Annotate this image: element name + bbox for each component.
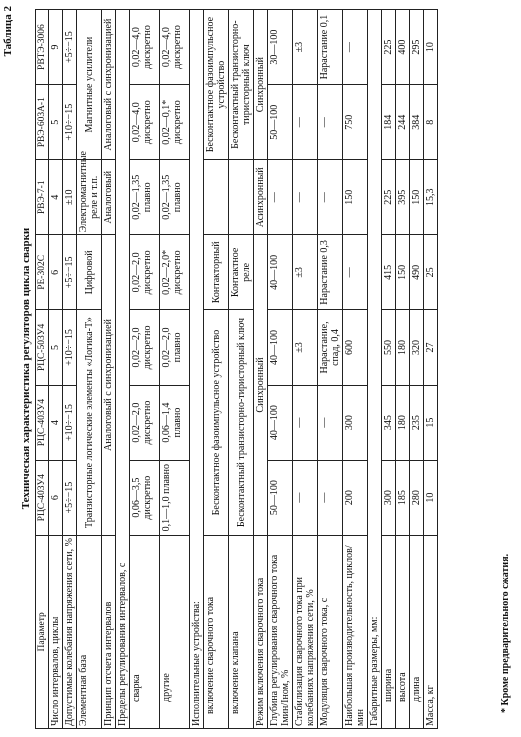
- table-row: [130, 10, 160, 729]
- cell: 0,02—2,0 плавно: [160, 310, 190, 385]
- cell: +5÷−15: [63, 460, 77, 535]
- header-param: Параметр: [36, 535, 49, 728]
- cell: 0,02—0,1* дискретно: [160, 85, 190, 160]
- cell: 10: [424, 460, 438, 535]
- table-row: [396, 10, 410, 729]
- cell: 600: [343, 310, 368, 385]
- cell: 15,3: [424, 160, 438, 235]
- cell: 415: [382, 235, 396, 310]
- cell: [204, 160, 229, 235]
- row-label: Масса, кг: [424, 535, 438, 728]
- cell: 225: [382, 160, 396, 235]
- cell: 225: [382, 10, 396, 85]
- table-title: Техническая характеристика регуляторов цикла сварки: [20, 227, 32, 510]
- row-label: включение сварочного тока: [204, 535, 229, 728]
- cell: 200: [343, 460, 368, 535]
- cell: Электромагнитные реле и т.п.: [77, 160, 102, 235]
- cell: 4: [49, 160, 63, 235]
- cell: —: [318, 85, 343, 160]
- table-row: [293, 10, 318, 729]
- cell: 25: [424, 235, 438, 310]
- cell: 0,02—4,0 дискретно: [160, 10, 190, 85]
- row-label: Глубина регулирования сварочного тока Iмин/Iном, %: [268, 535, 293, 728]
- row-label: Пределы регулирования интервалов, с: [116, 10, 130, 729]
- cell: Аналоговый: [102, 160, 116, 235]
- cell: 180: [396, 310, 410, 385]
- cell: 550: [382, 310, 396, 385]
- table-row: [229, 10, 254, 729]
- row-label: Число интервалов, циклы: [49, 535, 63, 728]
- header-model: РВТЭ-3006: [36, 10, 49, 85]
- cell: Бесконтактный транзисторно-тиристорный ключ: [229, 10, 254, 160]
- cell: 280: [410, 460, 424, 535]
- row-label: Габаритные размеры, мм:: [368, 10, 382, 729]
- row-label: сварка: [130, 535, 160, 728]
- cell: 345: [382, 385, 396, 460]
- cell: 0,02—1,35 плавно: [160, 160, 190, 235]
- cell: 300: [343, 385, 368, 460]
- cell: —: [318, 460, 343, 535]
- row-label: Режим включения сварочного тока: [254, 535, 268, 728]
- cell: —: [343, 10, 368, 85]
- cell: Бесконтактное фазоимпульсное устройство: [204, 310, 229, 535]
- cell: 384: [410, 85, 424, 160]
- cell: —: [268, 160, 293, 235]
- cell: Контактное реле: [229, 235, 254, 310]
- cell: Нарастание, спад, 0,4: [318, 310, 343, 385]
- cell: Нарастание 0,3: [318, 235, 343, 310]
- table-row: [382, 10, 396, 729]
- table-row: [116, 10, 130, 729]
- header-model: РЕ-302С: [36, 235, 49, 310]
- cell: 0,02—4,0 дискретно: [130, 10, 160, 85]
- cell: 8: [424, 85, 438, 160]
- cell: 0,02—2,0 дискретно: [130, 235, 160, 310]
- cell: Цифровой: [77, 235, 102, 310]
- table-row: [343, 10, 368, 729]
- row-label: ширина: [382, 535, 396, 728]
- row-label: Наибольшая производительность, циклов/мин: [343, 535, 368, 728]
- cell: ±3: [293, 235, 318, 310]
- cell: 0,02—2,0* дискретно: [160, 235, 190, 310]
- cell: 0,02—2,0 дискретно: [130, 310, 160, 385]
- cell: 40—100: [268, 385, 293, 460]
- table-row: [160, 10, 190, 729]
- cell: 9: [49, 10, 63, 85]
- cell: 10: [424, 10, 438, 85]
- cell: —: [293, 160, 318, 235]
- cell: 15: [424, 385, 438, 460]
- cell: 235: [410, 385, 424, 460]
- cell: 180: [396, 385, 410, 460]
- table-row: [204, 10, 229, 729]
- cell: Бесконтактный транзисторно-тиристорный ключ: [229, 310, 254, 535]
- cell: —: [293, 460, 318, 535]
- header-model: РВЭ-7-1: [36, 160, 49, 235]
- cell: —: [318, 385, 343, 460]
- cell: Магнитные усилители: [77, 10, 102, 160]
- row-label: Модуляция сварочного тока, с: [318, 535, 343, 728]
- cell: —: [293, 85, 318, 160]
- cell: +5÷−15: [63, 10, 77, 85]
- cell: 400: [396, 10, 410, 85]
- spec-table: [35, 9, 438, 729]
- cell: 750: [343, 85, 368, 160]
- cell: Асинхронный: [254, 160, 268, 235]
- cell: 0,02—2,0 дискретно: [130, 385, 160, 460]
- row-label: Принцип отсчета интервалов: [102, 535, 116, 728]
- cell: +10÷−15: [63, 85, 77, 160]
- cell: ±3: [293, 310, 318, 385]
- cell: +5÷−15: [63, 235, 77, 310]
- header-row: [36, 10, 49, 729]
- cell: 150: [396, 235, 410, 310]
- cell: [229, 160, 254, 235]
- table-row: [63, 10, 77, 729]
- table-row: [102, 10, 116, 729]
- cell: 0,1—1,0 плавно: [160, 460, 190, 535]
- header-model: РЦС-403У4: [36, 385, 49, 460]
- table-row: [254, 10, 268, 729]
- row-label: высота: [396, 535, 410, 728]
- cell: 150: [343, 160, 368, 235]
- cell: 5: [49, 310, 63, 385]
- cell: Синхронный: [254, 235, 268, 535]
- footnote: * Кроме предварительного сжатия.: [500, 553, 511, 713]
- cell: 40—100: [268, 310, 293, 385]
- cell: 295: [410, 10, 424, 85]
- cell: 0,02—1,35 плавно: [130, 160, 160, 235]
- row-label: включение клапана: [229, 535, 254, 728]
- row-label: Исполнительные устройства:: [190, 10, 204, 729]
- header-model: РЦС-403У4: [36, 460, 49, 535]
- cell: 244: [396, 85, 410, 160]
- cell: 6: [49, 235, 63, 310]
- table-row: [318, 10, 343, 729]
- table-row: [190, 10, 204, 729]
- cell: 4: [49, 385, 63, 460]
- cell: 490: [410, 235, 424, 310]
- cell: —: [343, 235, 368, 310]
- cell: Синхронный: [254, 10, 268, 160]
- table-row: [268, 10, 293, 729]
- cell: 300: [382, 460, 396, 535]
- cell: 6: [49, 460, 63, 535]
- cell: ±10: [63, 160, 77, 235]
- cell: +10÷−15: [63, 385, 77, 460]
- cell: Транзисторные логические элементы «Логика-Т»: [77, 310, 102, 535]
- cell: 184: [382, 85, 396, 160]
- cell: 185: [396, 460, 410, 535]
- cell: 320: [410, 310, 424, 385]
- cell: —: [293, 385, 318, 460]
- row-label: длина: [410, 535, 424, 728]
- cell: 30—100: [268, 10, 293, 85]
- cell: 0,02—4,0 дискретно: [130, 85, 160, 160]
- cell: 27: [424, 310, 438, 385]
- table-number: Таблица 2: [2, 6, 14, 57]
- cell: 50—100: [268, 85, 293, 160]
- cell: 395: [396, 160, 410, 235]
- cell: 50—100: [268, 460, 293, 535]
- row-label: Допустимые колебания напряжения сети, %: [63, 535, 77, 728]
- table-row: [77, 10, 102, 729]
- table-row: [410, 10, 424, 729]
- cell: Контакторный: [204, 235, 229, 310]
- cell: 0,06—3,5 дискретно: [130, 460, 160, 535]
- table-row: [49, 10, 63, 729]
- cell: 40—100: [268, 235, 293, 310]
- cell: Аналоговый с синхронизацией: [102, 235, 116, 535]
- header-model: РВЭ-603А-1: [36, 85, 49, 160]
- cell: —: [318, 160, 343, 235]
- row-label: Стабилизация сварочного тока при колебаниях напряжения сети, %: [293, 535, 318, 728]
- row-label: Элементная база: [77, 535, 102, 728]
- cell: 5: [49, 85, 63, 160]
- cell: ±3: [293, 10, 318, 85]
- cell: 150: [410, 160, 424, 235]
- cell: Бесконтактное фазоимпульсное устройство: [204, 10, 229, 160]
- cell: +10÷−15: [63, 310, 77, 385]
- table-row: [424, 10, 438, 729]
- cell: Нарастание 0,1: [318, 10, 343, 85]
- row-label: другие: [160, 535, 190, 728]
- cell: 0,06—1,4 плавно: [160, 385, 190, 460]
- cell: Аналоговый с синхронизацией: [102, 10, 116, 160]
- table-row: [368, 10, 382, 729]
- header-model: РЦС-503У4: [36, 310, 49, 385]
